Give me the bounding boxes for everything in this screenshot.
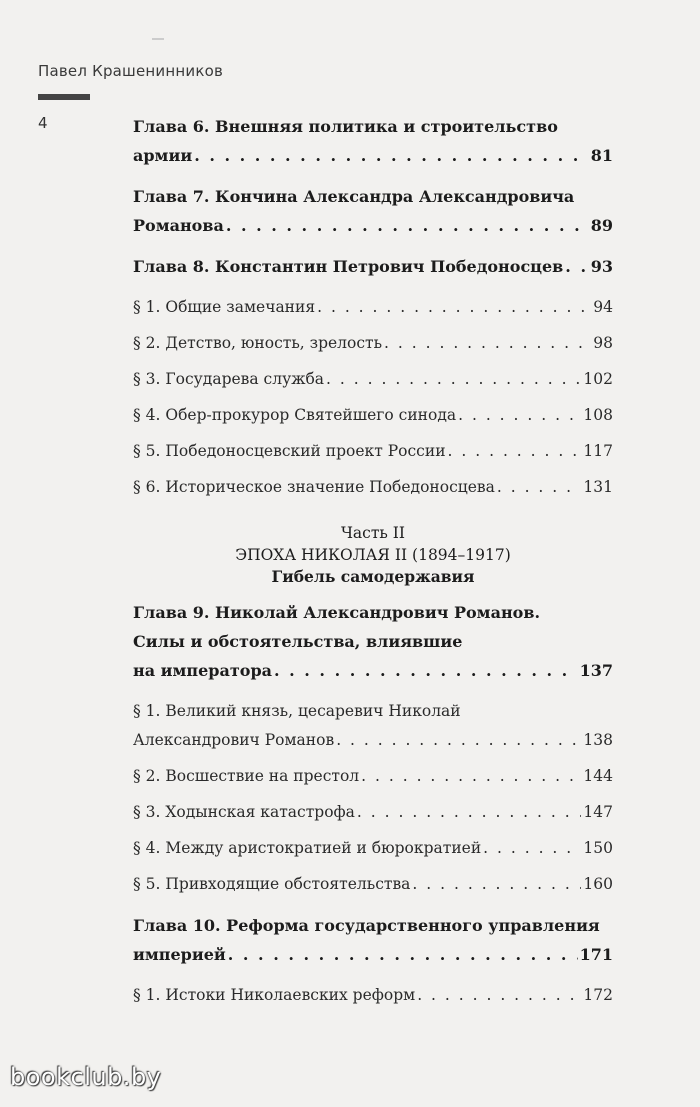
toc-page-number: 93 xyxy=(590,257,613,276)
toc-entry-title: § 5. Победоносцевский проект России xyxy=(133,442,446,460)
toc-section-entry[interactable] xyxy=(133,437,613,466)
leader-dots xyxy=(361,762,581,791)
toc-entry-title: Силы и обстоятельства, влиявшие xyxy=(133,632,463,651)
toc-section-entry[interactable] xyxy=(133,834,613,863)
watermark-logo: bookclub.by xyxy=(10,1063,162,1091)
toc-entry-title: Глава 7. Кончина Александра Александровича xyxy=(133,187,575,206)
leader-dots xyxy=(317,293,591,322)
leader-dots xyxy=(565,252,588,281)
leader-dots xyxy=(417,981,581,1010)
toc-section-entry[interactable] xyxy=(133,697,613,755)
leader-dots xyxy=(384,329,591,358)
toc-page-number: 144 xyxy=(583,767,613,785)
toc-chapter-entry[interactable] xyxy=(133,182,613,240)
toc-section-entry[interactable] xyxy=(133,798,613,827)
toc-section-entry[interactable] xyxy=(133,870,613,899)
leader-dots xyxy=(483,834,581,863)
running-head-author: Павел Крашенинников xyxy=(38,62,224,80)
leader-dots xyxy=(194,141,589,170)
toc-section-entry[interactable] xyxy=(133,473,613,502)
toc-entry-title: § 4. Обер-прокурор Святейшего синода xyxy=(133,406,457,424)
toc-chapter-entry[interactable] xyxy=(133,252,613,281)
toc-entry-title: § 5. Привходящие обстоятельства xyxy=(133,875,411,893)
toc-entry-title: на императора xyxy=(133,661,272,680)
toc-entry-title: империей xyxy=(133,945,226,964)
header-rule xyxy=(38,94,90,100)
toc-page-number: 160 xyxy=(583,875,613,893)
toc-page-number: 150 xyxy=(583,839,613,857)
toc-entry-title: § 3. Государева служба xyxy=(133,370,325,388)
toc-page-number: 102 xyxy=(583,370,613,388)
toc-page-number: 172 xyxy=(583,986,613,1004)
toc-section-entry[interactable] xyxy=(133,293,613,322)
toc-section-entry[interactable] xyxy=(133,329,613,358)
toc-entry-title: § 2. Детство, юность, зрелость xyxy=(133,334,383,352)
toc-entry-title: армии xyxy=(133,146,193,165)
leader-dots xyxy=(412,870,581,899)
toc-entry-title: Романова xyxy=(133,216,224,235)
toc-section-entry[interactable] xyxy=(133,762,613,791)
toc-section-entry[interactable] xyxy=(133,365,613,394)
leader-dots xyxy=(497,473,582,502)
leader-dots xyxy=(228,940,578,969)
toc-chapter-entry[interactable] xyxy=(133,112,613,170)
part-heading xyxy=(133,522,613,588)
toc-page-number: 108 xyxy=(583,406,613,424)
toc-section-entry[interactable] xyxy=(133,981,613,1010)
toc-page-number: 89 xyxy=(590,216,613,235)
toc-page-number: 98 xyxy=(593,334,613,352)
leader-dots xyxy=(336,726,581,755)
toc-entry-title: § 3. Ходынская катастрофа xyxy=(133,803,355,821)
page-number: 4 xyxy=(38,114,48,132)
part-subtitle: Гибель самодержавия xyxy=(271,567,475,586)
toc-entry-title: § 4. Между аристократией и бюрократией xyxy=(133,839,482,857)
toc-entry-title: Глава 6. Внешняя политика и строительство xyxy=(133,117,558,136)
toc-section-entry[interactable] xyxy=(133,401,613,430)
toc-page-number: 94 xyxy=(593,298,613,316)
toc-chapter-entry[interactable] xyxy=(133,598,613,685)
toc-chapter-entry[interactable] xyxy=(133,911,613,969)
leader-dots xyxy=(448,437,582,466)
toc-entry-title: § 2. Восшествие на престол xyxy=(133,767,360,785)
toc-page-number: 137 xyxy=(579,661,613,680)
toc-page-number: 81 xyxy=(590,146,613,165)
leader-dots xyxy=(326,365,581,394)
toc-entry-title: § 6. Историческое значение Победоносцева xyxy=(133,478,495,496)
toc-entry-title: Александрович Романов xyxy=(133,731,335,749)
toc-entry-title: § 1. Истоки Николаевских реформ xyxy=(133,986,416,1004)
part-title: ЭПОХА НИКОЛАЯ II (1894–1917) xyxy=(235,546,511,564)
toc-page-number: 117 xyxy=(583,442,613,460)
leader-dots xyxy=(226,211,589,240)
leader-dots xyxy=(458,401,581,430)
toc-page-number: 171 xyxy=(579,945,613,964)
toc-entry-title: Глава 8. Константин Петрович Победоносцев xyxy=(133,257,564,276)
toc-entry-title: Глава 10. Реформа государственного управления xyxy=(133,916,600,935)
toc-entry-title: Глава 9. Николай Александрович Романов. xyxy=(133,603,541,622)
table-of-contents xyxy=(133,112,613,1010)
top-mark xyxy=(152,38,164,40)
leader-dots xyxy=(274,656,578,685)
part-label: Часть II xyxy=(340,524,406,542)
toc-page-number: 138 xyxy=(583,731,613,749)
toc-page-number: 147 xyxy=(583,803,613,821)
toc-entry-title: § 1. Великий князь, цесаревич Николай xyxy=(133,702,461,720)
toc-entry-title: § 1. Общие замечания xyxy=(133,298,316,316)
toc-page-number: 131 xyxy=(583,478,613,496)
leader-dots xyxy=(357,798,581,827)
